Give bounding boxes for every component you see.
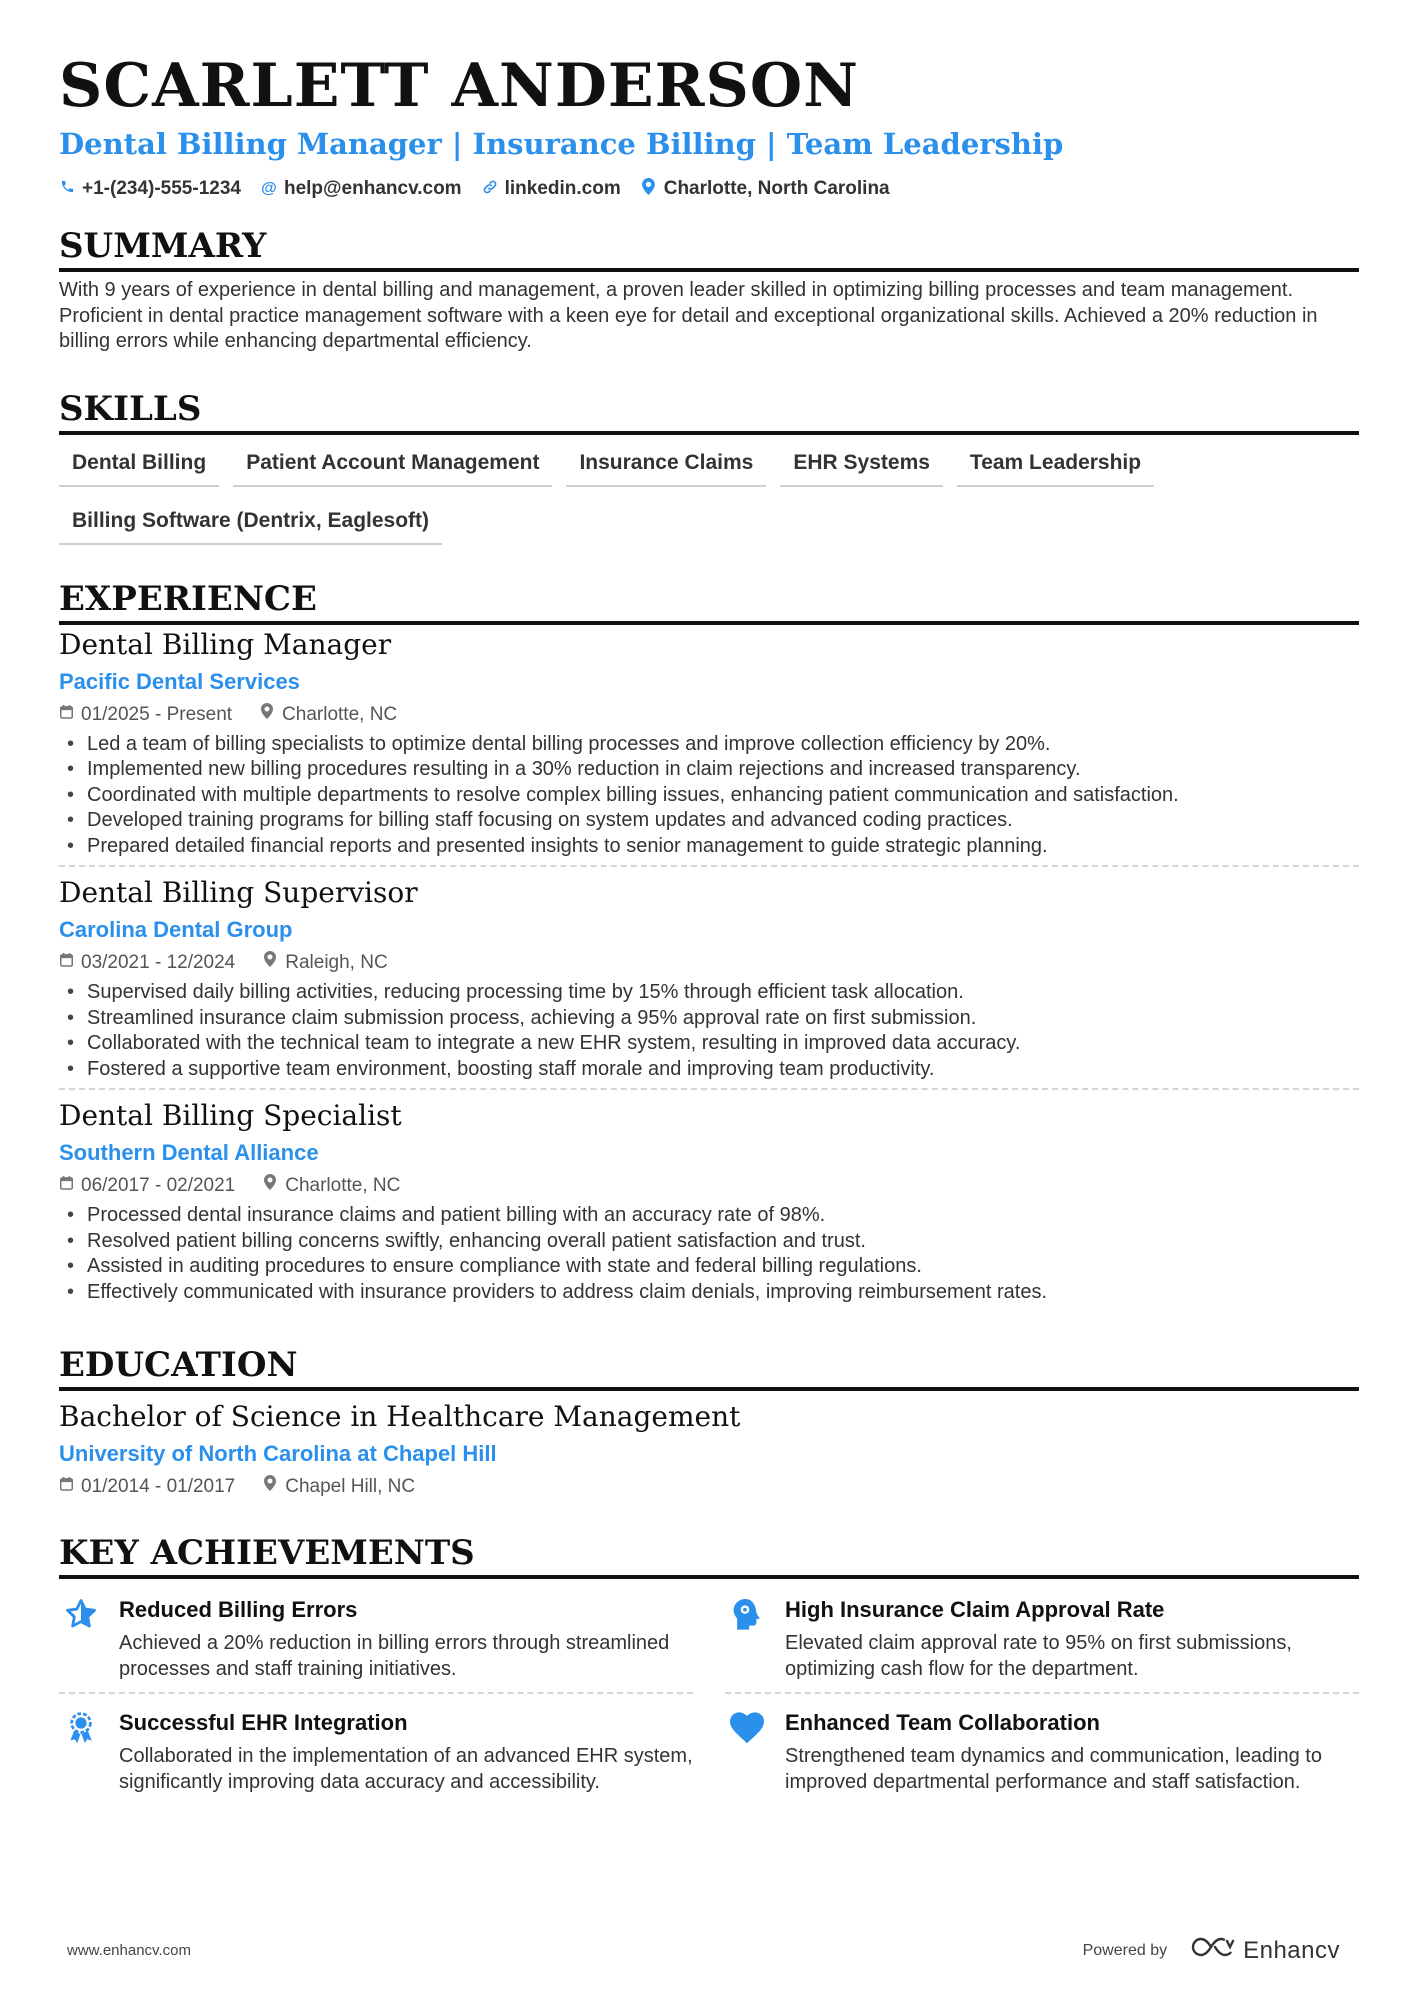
achievements-heading: KEY ACHIEVEMENTS (59, 1531, 1359, 1579)
map-pin-icon (263, 1174, 277, 1198)
bullet-item: • Resolved patient billing concerns swiftly, enhancing overall patient satisfaction and trust. (59, 1229, 1359, 1255)
summary-section (59, 224, 1359, 355)
bullet-item: • Prepared detailed financial reports and presented insights to senior management to guide strategic planning. (59, 834, 1359, 860)
resume-page (59, 48, 1359, 1805)
link-icon (482, 179, 498, 200)
achievement-item (725, 1589, 1359, 1694)
location-text: Charlotte, NC (282, 703, 398, 725)
bullet-item: • Led a team of billing specialists to optimize dental billing processes and improve collection efficiency by 20%. (59, 732, 1359, 758)
job-title: Dental Billing Specialist (59, 1099, 402, 1132)
achievement-title: High Insurance Claim Approval Rate (785, 1597, 1165, 1622)
achievement-item (59, 1589, 693, 1694)
education-meta (59, 1475, 1359, 1499)
infinity-logo-icon (1191, 1935, 1235, 1966)
job-meta (59, 703, 1359, 727)
achievement-desc: Strengthened team dynamics and communication, leading to improved departmental performance and staff satisfaction. (785, 1745, 1322, 1793)
phone-icon (59, 179, 75, 199)
achievement-item (59, 1694, 693, 1805)
headline: Dental Billing Manager | Insurance Billing | Team Leadership (59, 127, 1064, 161)
job-entry (59, 625, 1359, 866)
job-title: Dental Billing Manager (59, 627, 392, 661)
education-location (263, 1475, 415, 1499)
job-location (263, 1174, 400, 1198)
job-location (263, 951, 387, 975)
job-bullets (59, 1203, 1359, 1305)
job-bullets (59, 980, 1359, 1082)
job-entry (59, 1088, 1359, 1311)
job-bullets (59, 732, 1359, 860)
bullet-item: • Implemented new billing procedures resulting in a 30% reduction in claim rejections and increased transparency. (59, 757, 1359, 783)
powered-by-label: Powered by (1082, 1941, 1168, 1959)
job-entry (59, 865, 1359, 1088)
skill-tag: Patient Account Management (233, 447, 552, 487)
skills-heading: SKILLS (59, 387, 1359, 435)
job-dates (59, 703, 232, 727)
company-name: Pacific Dental Services (59, 668, 300, 694)
heart-icon (725, 1708, 769, 1748)
email-text: help@enhancv.com (283, 178, 462, 199)
achievements-grid (59, 1589, 1359, 1805)
brand-logo[interactable] (1191, 1935, 1340, 1966)
job-title: Dental Billing Supervisor (59, 876, 418, 909)
summary-heading: SUMMARY (59, 224, 1359, 272)
footer-website[interactable]: www.enhancv.com (67, 1942, 191, 1959)
calendar-icon (59, 1174, 73, 1198)
bullet-item: • Supervised daily billing activities, reducing processing time by 15% through efficient task allocation. (59, 980, 1359, 1006)
location-text: Raleigh, NC (285, 952, 388, 973)
job-meta (59, 951, 1359, 975)
education-section (59, 1343, 1359, 1499)
education-heading: EDUCATION (59, 1343, 1359, 1391)
candidate-name: SCARLETT ANDERSON (59, 51, 859, 121)
bullet-item: • Streamlined insurance claim submission process, achieving a 95% approval rate on first submission. (59, 1006, 1359, 1032)
at-icon: @ (261, 180, 277, 197)
contact-location (641, 178, 890, 200)
brain-head-icon (725, 1595, 769, 1635)
bullet-item: • Fostered a supportive team environment, boosting staff morale and improving team productivity. (59, 1057, 1359, 1083)
company-name: Carolina Dental Group (59, 917, 293, 942)
achievement-title: Successful EHR Integration (119, 1710, 408, 1735)
dates-text: 01/2014 - 01/2017 (81, 1476, 236, 1497)
award-ribbon-icon (59, 1708, 103, 1748)
skill-tag: Team Leadership (957, 447, 1154, 487)
brand-name: Enhancv (1243, 1936, 1340, 1964)
experience-section (59, 577, 1359, 1312)
calendar-icon (59, 1475, 73, 1499)
map-pin-icon (641, 178, 657, 200)
achievement-desc: Collaborated in the implementation of an advanced EHR system, significantly improving data accuracy and accessibility. (119, 1745, 693, 1793)
job-meta (59, 1174, 1359, 1198)
education-dates (59, 1475, 235, 1499)
bullet-item: • Assisted in auditing procedures to ensure compliance with state and federal billing regulations. (59, 1254, 1359, 1280)
contact-bar (59, 178, 1359, 200)
location-text: Charlotte, North Carolina (663, 178, 890, 199)
job-dates (59, 951, 235, 975)
achievement-title: Reduced Billing Errors (119, 1597, 358, 1622)
achievements-section (59, 1531, 1359, 1805)
contact-phone[interactable] (59, 178, 241, 200)
skill-tag: Billing Software (Dentrix, Eaglesoft) (59, 505, 442, 545)
summary-text: With 9 years of experience in dental billing and management, a proven leader skilled in optimizing billing processes and team management. Proficient in dental practice management software with a keen eye for detail and exceptional organizational skills. Achieved a 20% reduction in billing errors while enhancing departmental efficiency. (59, 279, 1318, 352)
job-dates (59, 1174, 235, 1198)
header (59, 48, 1359, 200)
calendar-icon (59, 703, 73, 727)
skills-section (59, 387, 1359, 545)
achievement-item (725, 1694, 1359, 1805)
bullet-item: • Collaborated with the technical team to integrate a new EHR system, resulting in improved data accuracy. (59, 1031, 1359, 1057)
contact-email[interactable] (261, 178, 462, 200)
map-pin-icon (263, 1475, 277, 1499)
skills-list (59, 447, 1319, 545)
skill-tag: Dental Billing (59, 447, 219, 487)
degree-title: Bachelor of Science in Healthcare Management (59, 1400, 741, 1433)
bullet-item: • Developed training programs for billing staff focusing on system updates and advanced coding practices. (59, 808, 1359, 834)
footer-branding (1083, 1935, 1340, 1966)
location-text: Charlotte, NC (285, 1175, 401, 1196)
bullet-item: • Effectively communicated with insurance providers to address claim denials, improving reimbursement rates. (59, 1280, 1359, 1306)
skill-tag: Insurance Claims (566, 447, 766, 487)
achievement-desc: Achieved a 20% reduction in billing errors through streamlined processes and staff training initiatives. (119, 1632, 670, 1680)
calendar-icon (59, 951, 73, 975)
bullet-item: • Processed dental insurance claims and patient billing with an accuracy rate of 98%. (59, 1203, 1359, 1229)
phone-text: +1-(234)-555-1234 (82, 178, 241, 199)
dates-text: 06/2017 - 02/2021 (81, 1175, 236, 1196)
contact-linkedin[interactable] (482, 178, 621, 200)
school-name: University of North Carolina at Chapel Hill (59, 1441, 497, 1466)
map-pin-icon (260, 703, 274, 727)
map-pin-icon (263, 951, 277, 975)
job-location (260, 703, 397, 727)
bullet-item: • Coordinated with multiple departments to resolve complex billing issues, enhancing patient communication and satisfaction. (59, 783, 1359, 809)
dates-text: 03/2021 - 12/2024 (81, 952, 236, 973)
linkedin-text: linkedin.com (504, 178, 621, 199)
achievement-desc: Elevated claim approval rate to 95% on first submissions, optimizing cash flow for the department. (785, 1632, 1292, 1680)
experience-heading: EXPERIENCE (59, 577, 1359, 625)
dates-text: 01/2025 - Present (81, 703, 233, 725)
location-text: Chapel Hill, NC (285, 1476, 416, 1497)
achievement-title: Enhanced Team Collaboration (785, 1710, 1100, 1735)
star-icon (59, 1595, 103, 1635)
company-name: Southern Dental Alliance (59, 1140, 319, 1165)
skill-tag: EHR Systems (780, 447, 943, 487)
